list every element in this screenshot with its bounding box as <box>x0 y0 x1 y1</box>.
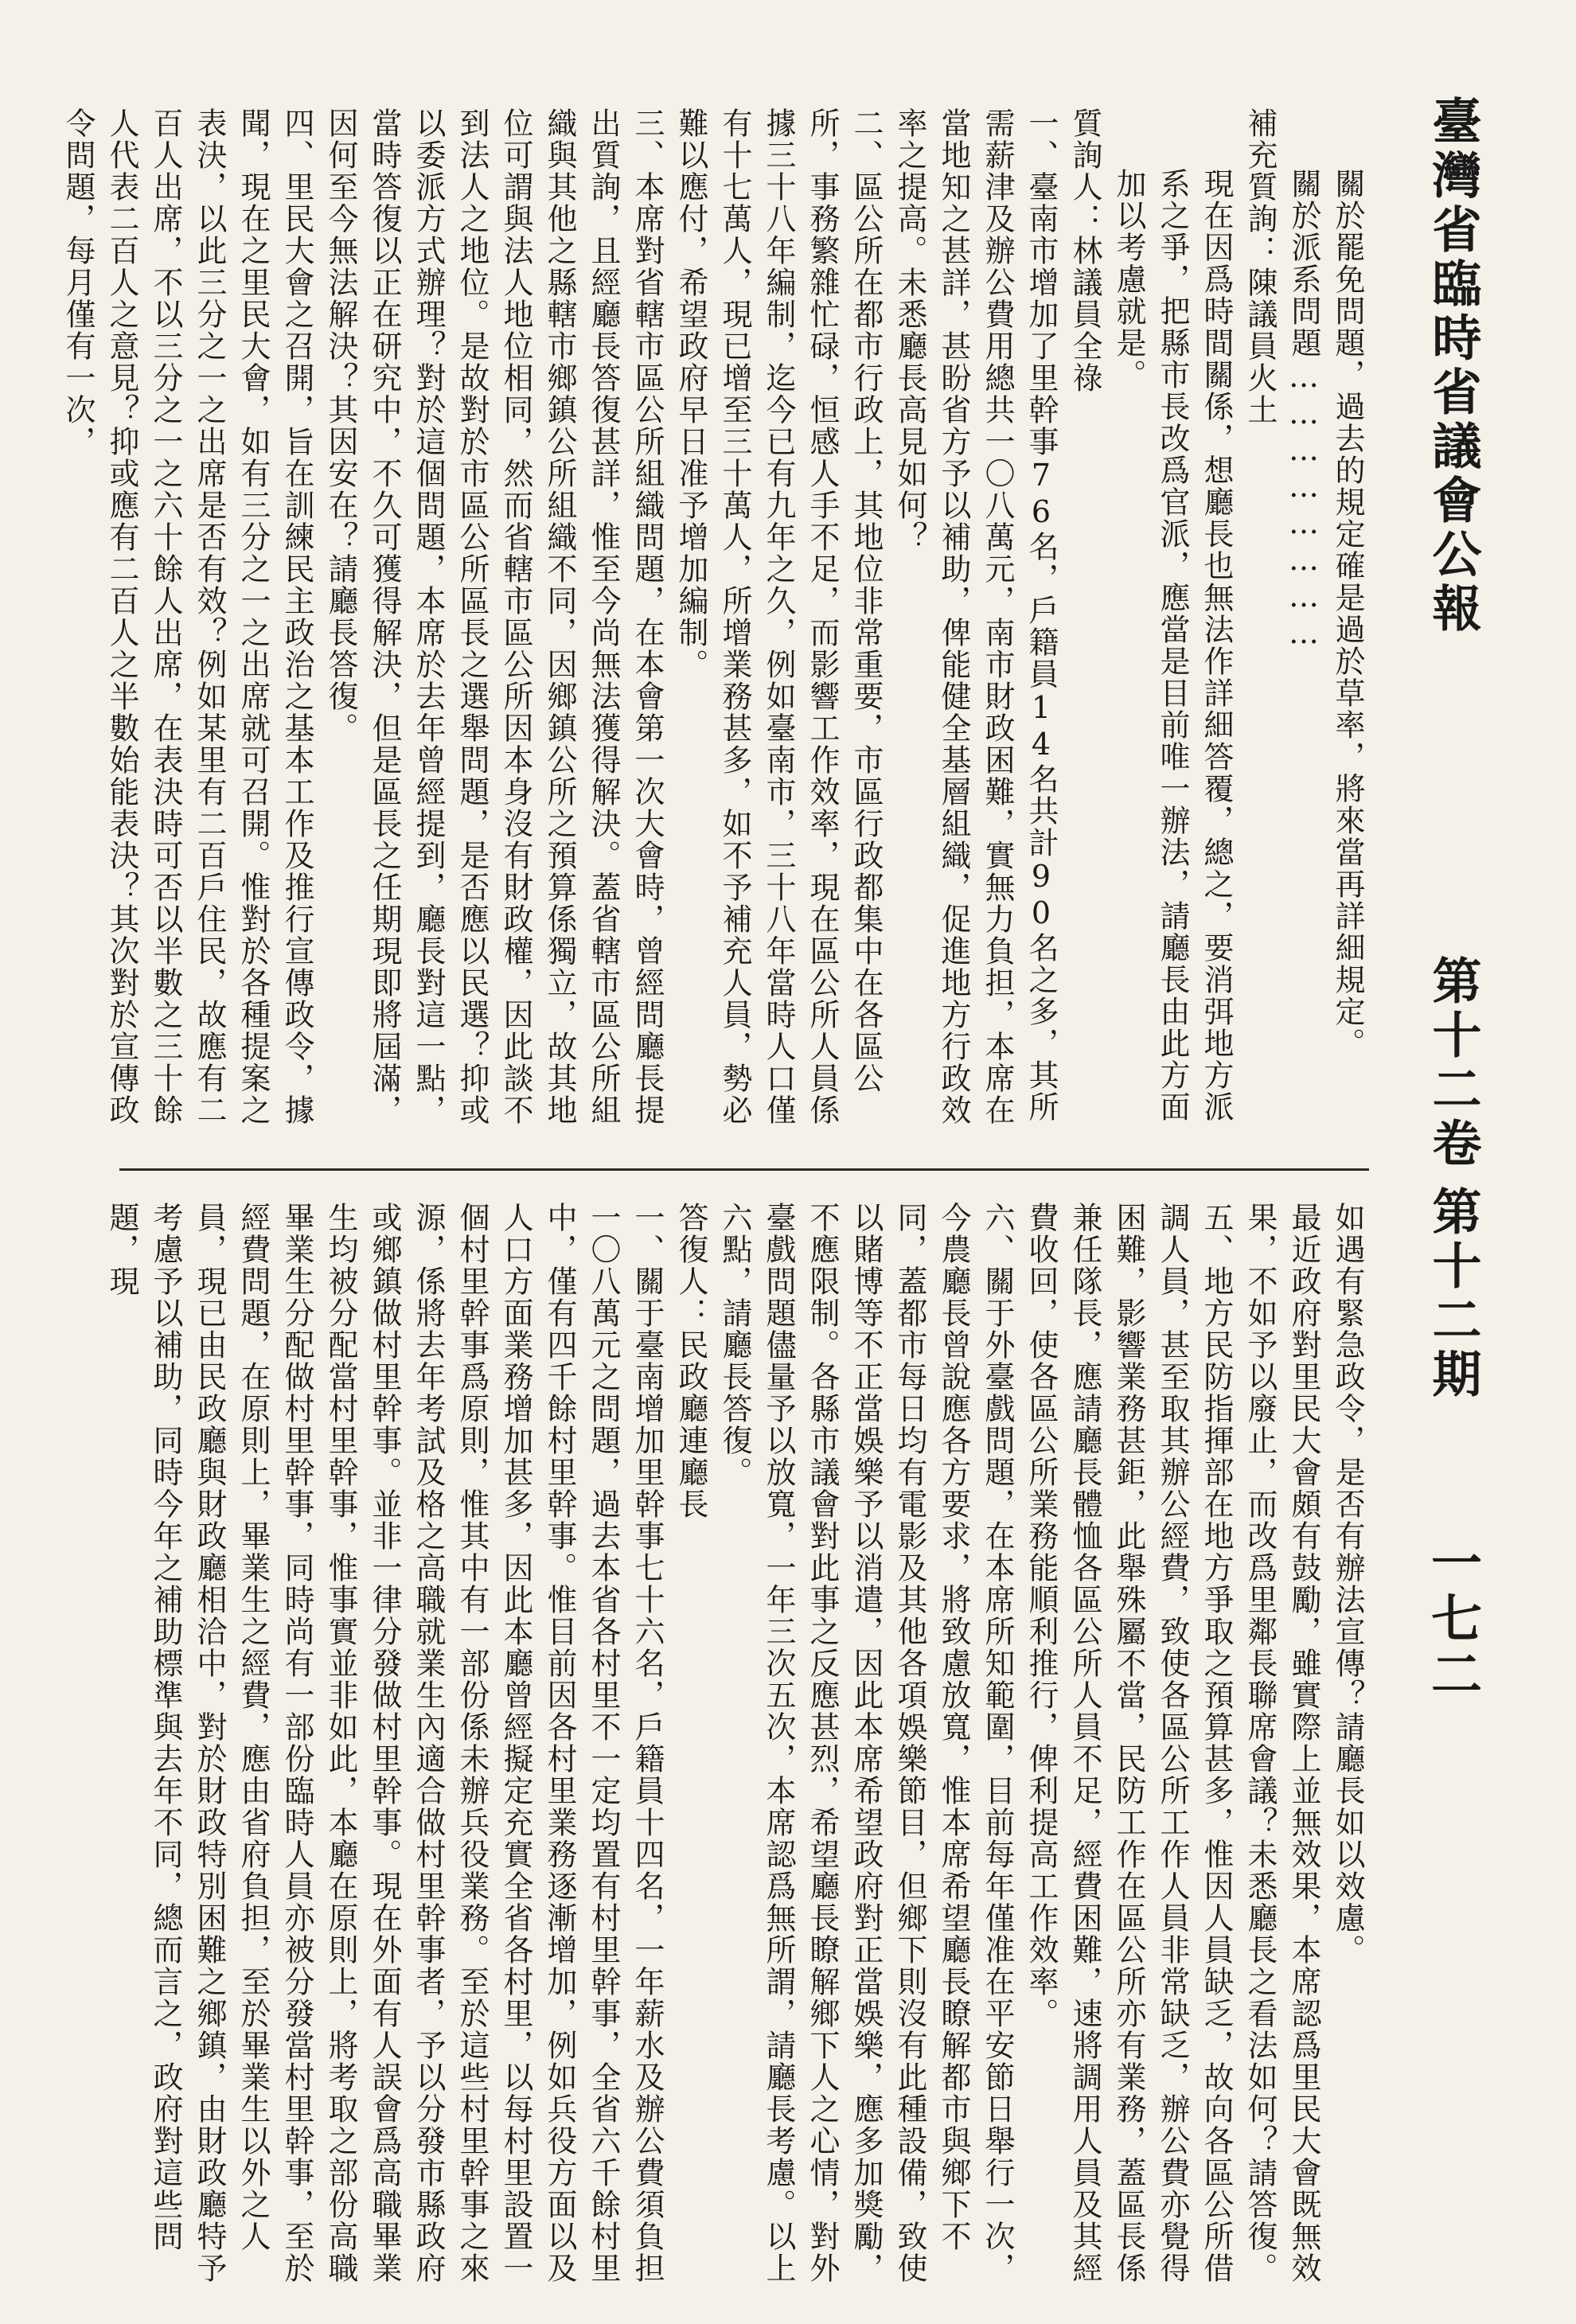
page-number: 一七二 <box>1422 1536 1482 1703</box>
upper-paragraph: 三、本席對省轄市區公所組織問題，在本會第一次大會時，曾經問廳長提出質詢，且經廳長答復甚詳，惟至今尚無法獲得解決。蓋省轄市區公所組織與其他之縣轄市鄉鎮公所組織不同，因鄉鎮公所之預算係獨立，故其地位可謂與法人地位相同，然而省轄市區公所因本身沒有財政權，因此談不到法人之地位。是故對於市區公所區長之選舉問題，是否應以民選？抑或以委派方式辦理？對於這個問題，本席於去年曾經提到，廳長對這一點，當時答復以正在研究中，不久可獲得解決，但是區長之任期現即將屆滿，因何至今無法解決？其因安在？請廳長答復。 <box>323 107 665 1126</box>
lower-paragraph: 如遇有緊急政令，是否有辦法宣傳？請廳長如以效慮。 <box>1330 1202 1365 1966</box>
upper-paragraph: 補充質詢：陳議員火土 <box>1242 107 1278 426</box>
section-divider <box>119 1168 1369 1171</box>
volume-label: 第十二卷 <box>1424 955 1482 1172</box>
issue-label: 第十二期 <box>1424 1186 1482 1402</box>
lower-paragraph: 一、關于臺南增加里幹事七十六名，戶籍員十四名，一年薪水及辦公費須負担一〇八萬元之問題，過去本省各村里不一定均置有村里幹事，全省六千餘村里中，僅有四千餘村里幹事。惟目前因各村里業務逐漸增加，例如兵役方面以及人口方面業務增加甚多，因此本廳曾經擬定充實全省各村里，以每村里設置一個村里幹事爲原則，惟其中有一部份係未辦兵役業務。至於這些村里幹事之來源，係將去年考試及格之高職就業生內適合做村里幹事者，予以分發市縣政府或鄉鎮做村里幹事。並非一律分發做村里幹事。現在外面有人誤會爲高職畢業生均被分配當村里幹事，惟事實並非如此，本廳在原則上，將考取之部份高職畢業生分配做村里幹事，同時尚有一部份臨時人員亦被分發當村里幹事，至於經費問題，在原則上，畢業生之經費，應由省府負担，至於畢業生以外之人員，現已由民政廳與財政廳相洽中，對於財政特別困難之鄉鎮，由財政廳特予考慮予以補助，同時今年之補助標準與去年不同，總而言之，政府對這些問題，現 <box>104 1202 665 2284</box>
gazette-title: 臺灣省臨時省議會公報 <box>1424 96 1482 637</box>
upper-paragraph: 關於派系問題…………………… <box>1286 168 1321 652</box>
upper-paragraph: 四、里民大會之召開，旨在訓練民主政治之基本工作及推行宣傳政令，據聞，現在之里民大會，如有三分之一之出席就可召開。惟對於各種提案之表決，以此三分之一之出席是否有效？例如某里有二百戶住民，故應有二百人出席，不以三分之一之六十餘人出席，在表決時可否以半數之三十餘人代表二百人之意見？抑或應有二百人之半數始能表決？其次對於宣傳政令問題，每月僅有一次， <box>60 107 314 1126</box>
upper-paragraph: 一、臺南市增加了里幹事76名，戶籍員14名共計90名之多，其所需薪津及辦公費用總共一〇八萬元，南市財政困難，實無力負担，本席在當地知之甚詳，甚盼省方予以補助，俾能健全基層組織，促進地方行政效率之提高。未悉廳長高見如何？ <box>892 107 1059 1126</box>
upper-text-block <box>60 107 1369 1142</box>
lower-paragraph: 答復人：民政廳連廳長 <box>673 1202 708 1520</box>
lower-paragraph: 五、地方民防指揮部在地方爭取之預算甚多，惟因人員缺乏，故向各區公所借調人員，甚至取其辦公經費，致使各區公所工作人員非常缺乏，辦公費亦覺得困難，影響業務甚鉅，此舉殊屬不當，民防工作在區公所亦有業務，蓋區長係兼任隊長，應請廳長體恤各區公所人員不足，經費困難，速將調用人員及其經費收回，使各區公所業務能順利推行，俾利提高工作效率。 <box>1024 1202 1234 2284</box>
page-header <box>1401 96 1488 2308</box>
upper-paragraph: 質詢人：林議員全祿 <box>1067 107 1102 394</box>
lower-text-block <box>104 1202 1369 2284</box>
lower-paragraph: 最近政府對里民大會頗有鼓勵，雖實際上並無效果，本席認爲里民大會既無效果，不如予以廢止，而改爲里鄰長聯席會議？未悉廳長之看法如何？請答復。 <box>1242 1202 1321 2284</box>
lower-paragraph: 六、關于外臺戲問題，在本席所知範圍，目前每年僅准在平安節日舉行一次，今農廳長曾說應各方要求，將致慮放寬，惟本席希望廳長瞭解都市與鄉下不同，蓋都市每日均有電影及其他各項娛樂節目，但鄉下則沒有此種設備，致使以賭博等不正當娛樂予以消遣，因此本席希望政府對正當娛樂，應多加獎勵，不應限制。各縣市議會對此事之反應甚烈，希望廳長瞭解鄉下人之心情，對外臺戲問題儘量予以放寬，一年三次五次，本席認爲無所謂，請廳長考慮。以上六點，請廳長答復。 <box>717 1202 1015 2284</box>
upper-paragraph: 二、區公所在都市行政上，其地位非常重要，市區行政都集中在各區公所，事務繁雜忙碌，恒感人手不足，而影響工作效率，現在區公所人員係據三十八年編制，迄今已有九年之久，例如臺南市，三十八年當時人口僅有十七萬人，現已增至三十萬人，所增業務甚多，如不予補充人員，勢必難以應付，希望政府早日准予增加編制。 <box>673 107 884 1126</box>
upper-paragraph: 現在因爲時間關係，想廳長也無法作詳細答覆，總之，要消弭地方派系之爭，把縣市長改爲官派，應當是目前唯一辦法，請廳長由此方面加以考慮就是。 <box>1111 168 1234 1123</box>
upper-paragraph: 關於罷免問題，過去的規定確是過於草率，將來當再詳細規定。 <box>1330 168 1365 1059</box>
